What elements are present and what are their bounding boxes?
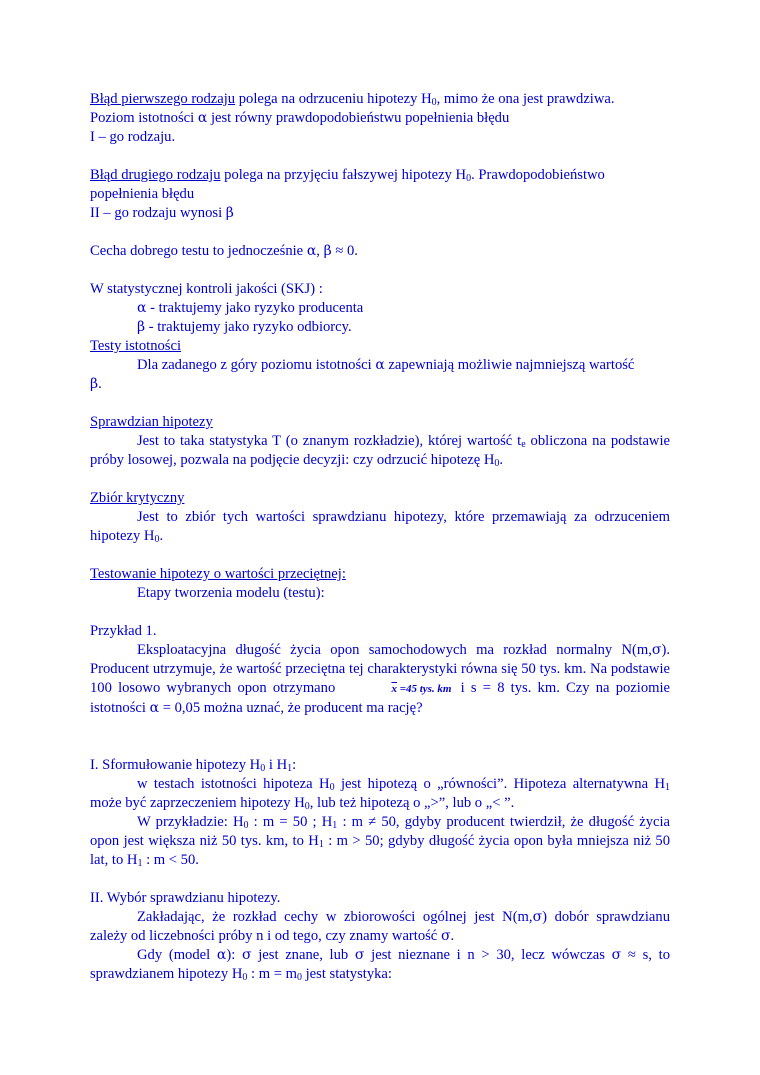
- step1-example: W przykładzie: $H_0$ : m = 50 ; $H_1$ : m ≠ 50, gdyby producent twierdził, że długość życia opon jest większa niż 50 tys. km, to $H_1$ : m > 50; gdyby długość życia opon była mniejsza niż 50 lat, to $H_1$ : m < 50.: [90, 814, 671, 869]
- significance-tests-text: Dla zadanego z góry poziomu istotności α zapewniają możliwie najmniejszą wartość β.: [90, 357, 635, 392]
- type2-error-paragraph: Błąd drugiego rodzaju polega na przyjęciu fałszywej hipotezy $H_0$. Prawdopodobieństwo popełnienia błędu II – go rodzaju wynosi β: [90, 167, 605, 221]
- step1-text: w testach istotności hipoteza $H_0$ jest hipotezą o „równości”. Hipoteza alternatywna $H_1$ może być zaprzeczeniem hipotezy $H_0$, lub też hipotezą o „>”, lub o „< ”.: [90, 776, 670, 812]
- document-page: [90, 90, 670, 984]
- mean-test-heading: Testowanie hipotezy o wartości przeciętnej:: [90, 566, 346, 582]
- example-text: Eksploatacyjna długość życia opon samochodowych ma rozkład normalny N(m,σ). Producent utrzymuje, że wartość przeciętna tej charakterystyki równa się 50 tys. km. Na podstawie 100 losowo wybranych opon otrzymano $\overline{x} =45$ tys. km i s = 8 tys. km. Czy na poziomie istotności α = 0,05 można uznać, że producent ma rację?: [90, 642, 670, 716]
- type1-error-paragraph: Błąd pierwszego rodzaju polega na odrzuceniu hipotezy $H_0$, mimo że ona jest prawdziwa. Poziom istotności α jest równy prawdopodobieństwu popełnienia błędu I – go rodzaju.: [90, 91, 615, 145]
- beta-symbol: β: [225, 205, 234, 221]
- alpha-symbol: α: [197, 110, 208, 126]
- example-title: Przykład 1.: [90, 623, 157, 639]
- step1-title: I. Sformułowanie hipotezy $H_0$ i $H_1$:: [90, 757, 297, 774]
- significance-tests-heading: Testy istotności: [90, 338, 181, 354]
- skj-intro: W statystycznej kontroli jakości (SKJ) :: [90, 281, 323, 297]
- step2-text: Zakładając, że rozkład cechy w zbiorowości ogólnej jest N(m,σ) dobór sprawdzianu zależy od liczebności próby n i od tego, czy znamy wartość σ.: [90, 909, 670, 944]
- type1-error-term: Błąd pierwszego rodzaju: [90, 91, 236, 107]
- type2-error-term: Błąd drugiego rodzaju: [90, 167, 221, 183]
- skj-alpha-line: α - traktujemy jako ryzyko producenta: [137, 300, 364, 316]
- critical-set-text: Jest to zbiór tych wartości sprawdzianu hipotezy, które przemawiają za odrzuceniem hipotezy $H_0$.: [90, 509, 670, 545]
- test-statistic-text: Jest to taka statystyka T (o znanym rozkładzie), której wartość $t_e$ obliczona na podstawie próby losowej, pozwala na podjęcie decyzji: czy odrzucić hipotezę $H_0$.: [90, 433, 670, 469]
- sample-mean-formula: $\overline{x} =45$ tys. km: [391, 683, 452, 695]
- step2-title: II. Wybór sprawdzianu hipotezy.: [90, 890, 281, 906]
- skj-beta-line: β - traktujemy jako ryzyko odbiorcy.: [137, 319, 352, 335]
- step2-model-alpha: Gdy (model α): σ jest znane, lub σ jest nieznane i n > 30, lecz wówczas σ ≈ s, to sprawdzianem hipotezy $H_0$ : $m = m_0$ jest statystyka:: [90, 947, 670, 983]
- good-test-paragraph: Cecha dobrego testu to jednocześnie α, β ≈ 0.: [90, 243, 358, 259]
- test-statistic-heading: Sprawdzian hipotezy: [90, 414, 213, 430]
- mean-test-text: Etapy tworzenia modelu (testu):: [137, 585, 325, 601]
- critical-set-heading: Zbiór krytyczny: [90, 490, 185, 506]
